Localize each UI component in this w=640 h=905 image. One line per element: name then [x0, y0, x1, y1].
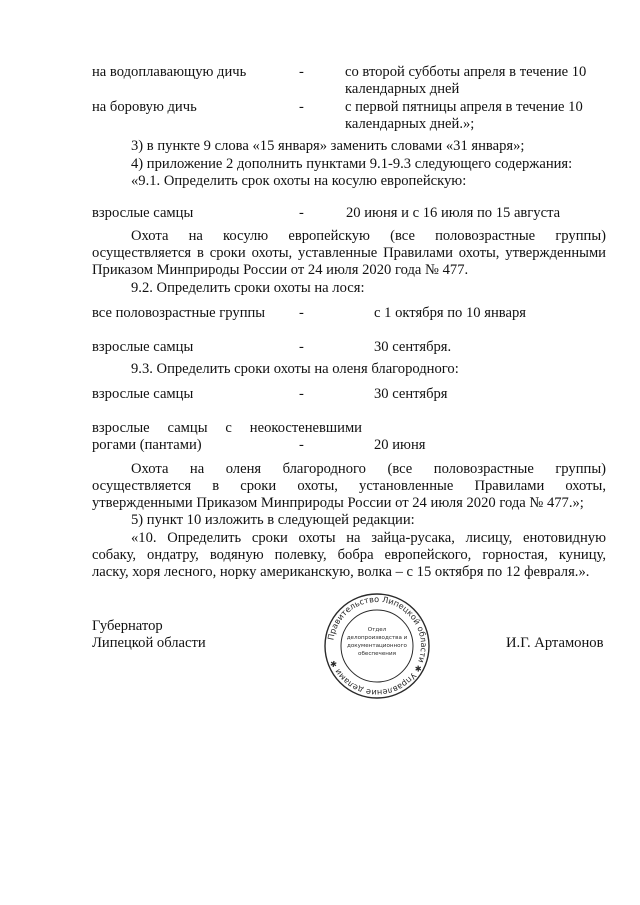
row-upland-value-1: с первой пятницы апреля в течение 10 — [345, 99, 583, 115]
official-stamp — [317, 593, 437, 699]
roe-label: взрослые самцы — [92, 205, 194, 221]
moose-males-value: 30 сентября. — [374, 339, 452, 355]
stamp-center-line-4: обеспечения — [358, 651, 396, 657]
paragraph-5: 5) пункт 10 изложить в следующей редакции: — [131, 512, 415, 528]
row-waterfowl-value-1: со второй субботы апреля в течение 10 — [345, 64, 587, 80]
deer-antlers-label-2: рогами (пантами) — [92, 437, 202, 453]
row-waterfowl-label: на водоплавающую дичь — [92, 64, 247, 80]
roe-dash: - — [299, 205, 304, 221]
deer-note-line-1: Охота на оленя благородного (все половозрастные группы) — [131, 461, 606, 477]
paragraph-10-line-2: собаку, ондатру, водяную полевку, бобра европейского, горностая, куницу, — [92, 547, 606, 563]
roe-value: 20 июня и с 16 июля по 15 августа — [346, 205, 561, 221]
row-upland-label: на боровую дичь — [92, 99, 197, 115]
roe-note-line-1: Охота на косулю европейскую (все половозрастные группы) — [131, 228, 606, 244]
deer-males-value: 30 сентября — [374, 386, 448, 402]
stamp-center-line-3: документационного — [347, 643, 407, 649]
roe-note-line-3: Приказом Минприроды России от 24 июля 2020 года № 477. — [92, 262, 469, 278]
stamp-center-line-1: Отдел — [367, 627, 387, 633]
moose-all-dash: - — [299, 305, 304, 321]
paragraph-10-line-3: ласку, хоря лесного, норку американскую, волка – с 15 октября по 12 февраля.». — [92, 564, 590, 580]
row-waterfowl-dash: - — [299, 64, 304, 80]
deer-antlers-dash: - — [299, 437, 304, 453]
deer-antlers-value: 20 июня — [374, 437, 426, 453]
row-upland-dash: - — [299, 99, 304, 115]
moose-all-value: с 1 октября по 10 января — [374, 305, 526, 321]
signature-title-1: Губернатор — [92, 618, 163, 634]
stamp-center-line-2: делопроизводства и — [346, 635, 408, 641]
paragraph-4: 4) приложение 2 дополнить пунктами 9.1-9.3 следующего содержания: — [131, 156, 573, 172]
moose-males-label: взрослые самцы — [92, 339, 194, 355]
signature-title-2: Липецкой области — [92, 635, 206, 651]
paragraph-10-line-1: «10. Определить сроки охоты на зайца-русака, лисицу, енотовидную — [131, 530, 606, 546]
row-waterfowl-value-2: календарных дней — [345, 81, 460, 97]
moose-all-label: все половозрастные группы — [92, 305, 266, 321]
deer-note-line-3: утвержденными Приказом Минприроды России от 24 июля 2020 года № 477.»; — [92, 495, 584, 511]
deer-antlers-label-1: взрослые самцы с неокостеневшими — [92, 420, 362, 436]
paragraph-9-1: «9.1. Определить срок охоты на косулю европейскую: — [131, 173, 467, 189]
deer-males-label: взрослые самцы — [92, 386, 194, 402]
deer-note-line-2: осуществляется в сроки охоты, установленные Правилами охоты, — [92, 478, 606, 494]
stamp-ring-text: Правительство Липецкой области ✱ Управление делами ✱ — [325, 593, 430, 699]
paragraph-9-3: 9.3. Определить сроки охоты на оленя благородного: — [131, 361, 459, 377]
paragraph-9-2: 9.2. Определить сроки охоты на лося: — [131, 280, 365, 296]
row-upland-value-2: календарных дней.»; — [345, 116, 475, 132]
paragraph-3: 3) в пункте 9 слова «15 января» заменить словами «31 января»; — [131, 138, 525, 154]
signature-name: И.Г. Артамонов — [506, 635, 604, 651]
roe-note-line-2: осуществляется в сроки охоты, уставленные Правилами охоты, утвержденными — [92, 245, 606, 261]
deer-males-dash: - — [299, 386, 304, 402]
moose-males-dash: - — [299, 339, 304, 355]
